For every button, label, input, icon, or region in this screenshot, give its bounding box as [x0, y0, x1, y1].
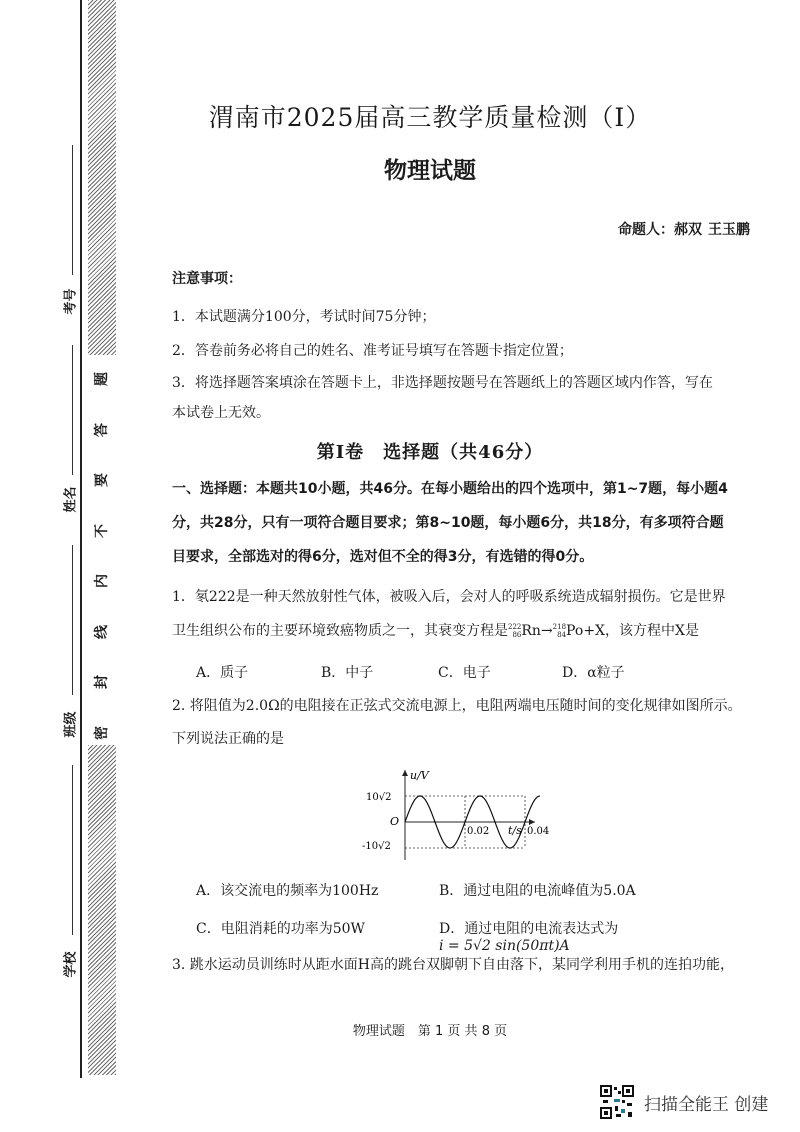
q2-line: 下列说法正确的是 [172, 731, 284, 747]
q1-options [196, 662, 625, 682]
class-line[interactable] [72, 545, 73, 695]
q2-option-a[interactable]: A．该交流电的频率为100Hz [196, 883, 379, 899]
exam-number-line[interactable] [72, 145, 73, 275]
school-line[interactable] [72, 765, 73, 935]
rn-symbol: Rn [521, 623, 541, 639]
q2-option-d-text: D．通过电阻的电流表达式为 [439, 921, 619, 937]
origin-label: O [390, 815, 400, 828]
scanner-watermark [600, 1085, 768, 1119]
notice-heading: 注意事项： [172, 271, 242, 287]
q2-option-d-formula: i = 5√2 sin(50πt)A [439, 938, 570, 954]
instruction-line: 分，共28分，只有一项符合题目要求；第8~10题，每小题6分，共18分，有多项符合题 [172, 515, 724, 531]
exam-number-label: 考号 [63, 288, 79, 315]
author-name: 王玉鹏 [708, 222, 750, 238]
seal-char: 要 [94, 473, 110, 488]
instruction-line [172, 480, 772, 499]
q2-options-row2 [196, 918, 618, 954]
name-line[interactable] [72, 345, 73, 475]
subject-title: 物理试题 [384, 158, 476, 184]
seal-char: 答 [94, 422, 110, 437]
rn-mass: 222 [508, 623, 522, 631]
tick-label: 0.02 [467, 826, 490, 837]
seal-char: 线 [94, 624, 110, 639]
q2-line: 2. 将阻值为2.0Ω的电阻接在正弦式交流电源上，电阻两端电压随时间的变化规律如图所示。 [172, 698, 742, 714]
seal-char: 内 [94, 574, 110, 589]
po-mass: 218 [552, 623, 567, 631]
seal-char: 封 [94, 675, 110, 690]
rn-isotope [508, 623, 521, 639]
y-axis-label: u/V [410, 769, 429, 782]
voltage-time-graph [360, 765, 550, 865]
notice-item: 本试卷上无效。 [172, 405, 270, 421]
seal-char: 题 [94, 372, 110, 386]
binding-line [80, 0, 82, 1078]
y-axis-arrow [402, 770, 408, 776]
q1-text: 卫生组织公布的主要环境致癌物质之一，其衰变方程是 [172, 623, 508, 639]
notice-item: 3．将选择题答案填涂在答题卡上，非选择题按题号在答题纸上的答题区域内作答，写在 [172, 375, 713, 391]
x-axis-arrow [529, 819, 535, 825]
rn-z: 86 [512, 631, 522, 639]
q1-option-b[interactable]: B．中子 [321, 665, 374, 681]
q1-option-a[interactable]: A．质子 [196, 665, 249, 681]
x-axis-label: t/s [508, 824, 522, 837]
qr-code-icon [600, 1085, 634, 1119]
instruction-text: 本题共10小题，共46分。在每小题给出的四个选项中，第1~7题，每小题4 [256, 481, 728, 497]
seal-line-text [88, 372, 116, 740]
notice-item: 2．答卷前务必将自己的姓名、准考证号填写在答题卡指定位置； [172, 343, 573, 359]
q1-option-c[interactable]: C．电子 [438, 665, 491, 681]
q1-text: ，该方程中X是 [605, 623, 699, 639]
author-label: 命题人：郝双 [618, 222, 702, 238]
y-max-label: 10√2 [366, 792, 392, 803]
arrow-icon: → [540, 623, 553, 639]
name-label: 姓名 [63, 486, 79, 513]
eq-tail: +X [583, 623, 606, 639]
hatch-bottom [88, 745, 116, 1075]
po-z: 84 [557, 631, 567, 639]
q1-line: 1．氡222是一种天然放射性气体，被吸入后，会对人的呼吸系统造成辐射损伤。它是世界 [172, 589, 726, 605]
scanner-label: 扫描全能王 创建 [644, 1094, 769, 1115]
po-symbol: Po [566, 623, 584, 639]
page-footer: 物理试题 第 1 页 共 8 页 [352, 1024, 508, 1039]
seal-char: 不 [94, 523, 110, 538]
author-line [618, 219, 750, 239]
instruction-line: 目要求，全部选对的得6分，选对但不全的得3分，有选错的得0分。 [172, 549, 594, 565]
q2-option-b[interactable]: B．通过电阻的电流峰值为5.0A [439, 883, 636, 899]
seal-char: 密 [94, 725, 110, 740]
q3-line: 3. 跳水运动员训练时从距水面H高的跳台双脚朝下自由落下，某同学利用手机的连拍功能， [172, 957, 735, 973]
tick-label: 0.04 [527, 826, 550, 837]
q2-options-row1 [196, 880, 636, 900]
exam-title: 渭南市2025届高三教学质量检测（Ⅰ） [208, 103, 652, 132]
school-label: 学校 [63, 951, 79, 978]
q1-option-d[interactable]: D．α粒子 [562, 665, 625, 681]
section-title: 第Ⅰ卷 选择题（共46分） [316, 442, 544, 463]
class-label: 班级 [63, 711, 79, 738]
instruction-lead: 一、选择题： [172, 481, 256, 497]
po-isotope [553, 623, 566, 639]
q2-option-d[interactable] [439, 918, 618, 954]
hatch-top [88, 0, 116, 355]
q1-line [172, 622, 772, 641]
notice-item: 1．本试题满分100分，考试时间75分钟； [172, 309, 436, 325]
q2-option-c[interactable]: C．电阻消耗的功率为50W [196, 921, 365, 937]
y-min-label: -10√2 [362, 841, 391, 852]
